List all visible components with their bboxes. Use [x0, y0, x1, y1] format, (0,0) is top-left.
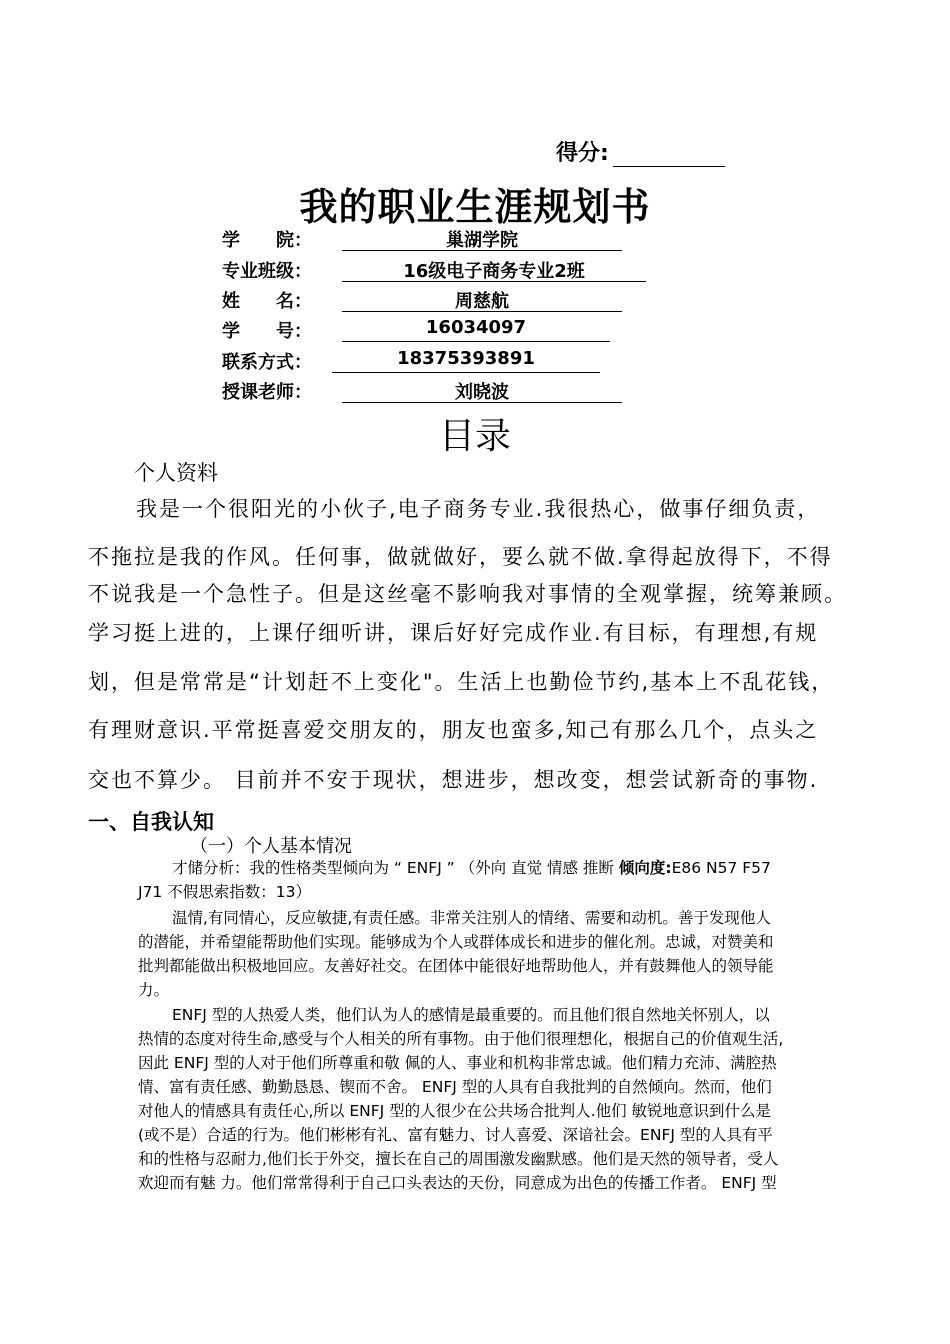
info-label: 姓 名：	[222, 291, 312, 312]
info-value: 巢湖学院	[342, 226, 622, 251]
info-label: 授课老师：	[222, 382, 312, 403]
paragraph-line: 情、富有责任感、勤勤恳恳、锲而不舍。 ENFJ 型的人具有自我批判的自然倾向。然而，他们	[138, 1078, 772, 1096]
bio-line: 不说我是一个急性子。但是这丝毫不影响我对事情的全观掌握，统筹兼顾。	[88, 582, 847, 606]
paragraph-line: 热情的态度对待生命,感受与个人相关的所有事物。由于他们很理想化，根据自己的价值观生活,	[138, 1030, 784, 1048]
paragraph-line: 因此 ENFJ 型的人对于他们所尊重和敬 佩的人、事业和机构非常忠诚。他们精力充沛、满腔热	[138, 1054, 777, 1072]
paragraph-line: 批判都能做出积极地回应。友善好社交。在团体中能很好地帮助他人，并有鼓舞他人的领导能	[138, 957, 774, 975]
info-value: 周慈航	[342, 287, 622, 312]
paragraph-line: 对他人的情感具有责任心,所以 ENFJ 型的人很少在公共场合批判人.他们 敏锐地意识到什么是	[138, 1102, 772, 1120]
toc-title: 目录	[438, 416, 511, 457]
paragraph-line: 欢迎而有魅 力。他们常常得利于自己口头表达的天份，同意成为出色的传播工作者。 ENFJ 型	[138, 1174, 777, 1192]
paragraph-line: (或不是）合适的行为。他们彬彬有礼、富有魅力、讨人喜爱、深谙社会。ENFJ 型的人具有平	[138, 1126, 773, 1144]
analysis-paragraph	[138, 856, 850, 904]
analysis-line: 才储分析：我的性格类型倾向为 “ ENFJ ” （外向 直觉 情感 推断 倾向度:E86 N57 F57	[172, 859, 771, 877]
paragraph-line: 的潜能，并希望能帮助他们实现。能够成为个人或群体成长和进步的催化剂。忠诚，对赞美和	[138, 933, 774, 951]
score-label: 得分:	[556, 141, 609, 166]
score-blank-line	[613, 144, 725, 167]
bio-line: 我是一个很阳光的小伙子,电子商务专业.我很热心，做事仔细负责，	[136, 497, 821, 521]
info-value: 16级电子商务专业2班	[342, 257, 646, 282]
section-heading-self-awareness: 一、自我认知	[88, 810, 214, 834]
info-value: 16034097	[342, 317, 610, 342]
info-label: 学 号：	[222, 321, 312, 342]
profile-heading: 个人资料	[134, 461, 218, 485]
info-label: 学 院：	[222, 230, 312, 251]
enfj-paragraph	[138, 1003, 850, 1195]
info-label: 联系方式：	[222, 352, 312, 373]
info-label: 专业班级：	[222, 261, 312, 282]
document-title: 我的职业生涯规划书	[299, 185, 651, 229]
bio-line: 划，但是常常是“计划赶不上变化"。生活上也勤俭节约,基本上不乱花钱，	[88, 670, 835, 694]
info-value: 刘晓波	[342, 378, 622, 403]
paragraph-line: 力。	[138, 981, 170, 999]
bio-line: 有理财意识.平常挺喜爱交朋友的，朋友也蛮多,知己有那么几个，点头之	[88, 718, 819, 742]
trait-paragraph	[138, 906, 850, 1002]
subsection-heading-basic-info: （一）个人基本情况	[190, 836, 352, 857]
bio-line: 学习挺上进的，上课仔细听讲，课后好好完成作业.有目标，有理想,有规	[88, 621, 819, 645]
analysis-line: J71 不假思索指数：13）	[138, 883, 311, 901]
paragraph-line: 和的性格与忍耐力,他们长于外交，擅长在自己的周围激发幽默感。他们是天然的领导者，受人	[138, 1150, 779, 1168]
bio-line: 交也不算少。 目前并不安于现状，想进步，想改变，想尝试新奇的事物.	[88, 768, 819, 792]
paragraph-line: 温情,有同情心，反应敏捷,有责任感。非常关注别人的情绪、需要和动机。善于发现他人	[172, 909, 771, 927]
paragraph-line: ENFJ 型的人热爱人类，他们认为人的感情是最重要的。而且他们很自然地关怀别人，以	[172, 1006, 770, 1024]
score-field	[556, 136, 725, 167]
info-value: 18375393891	[332, 348, 600, 373]
bio-line: 不拖拉是我的作风。任何事，做就做好，要么就不做.拿得起放得下，不得	[88, 545, 833, 569]
